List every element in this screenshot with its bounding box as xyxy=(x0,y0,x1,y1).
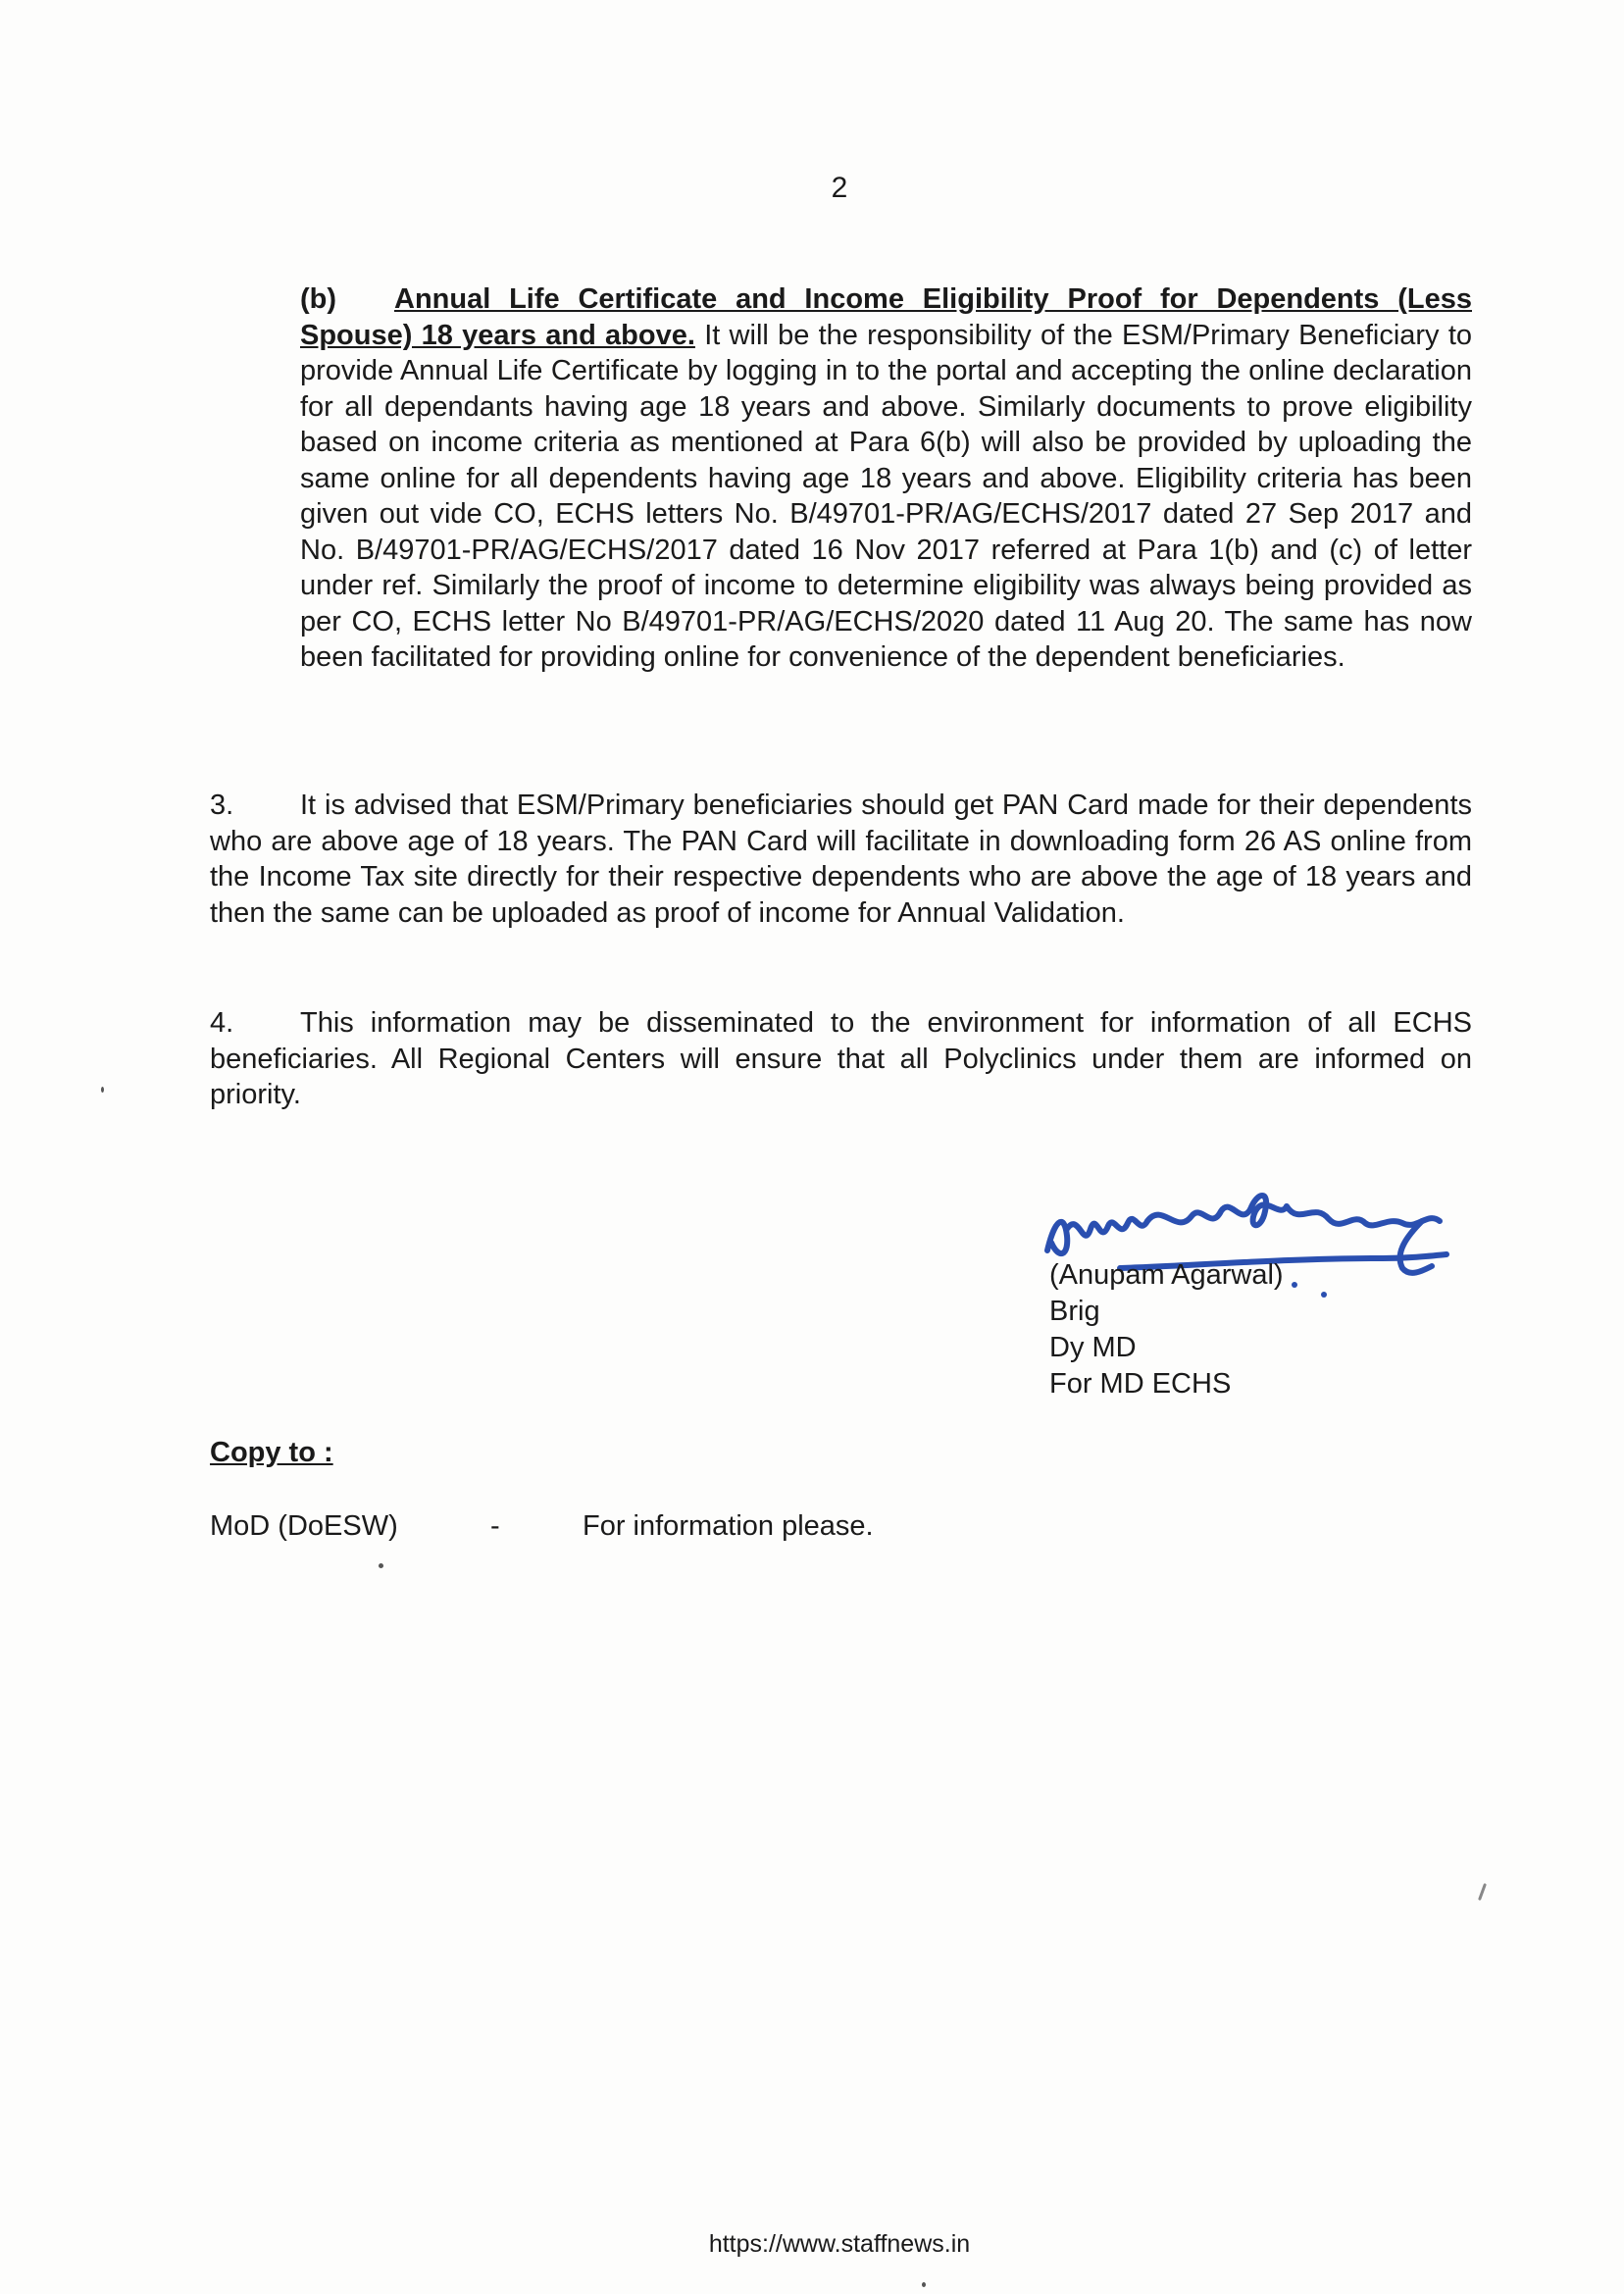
signatory-appointment: Dy MD xyxy=(1049,1332,1137,1363)
paragraph-3-number: 3. xyxy=(210,790,234,821)
paragraph-3 xyxy=(210,788,1472,931)
copy-to-heading: Copy to : xyxy=(210,1437,333,1468)
footer-url: https://www.staffnews.in xyxy=(708,2230,971,2258)
scan-speck xyxy=(379,1563,383,1568)
copy-separator: - xyxy=(490,1510,500,1542)
paragraph-3-text: It is advised that ESM/Primary beneficiaries should get PAN Card made for their dependents who are above age of 18 years. The PAN Card will facilitate in downloading form 26 AS online from the Income Tax site directly for their respective dependents who are above the age of 18 years and then the same can be uploaded as proof of income for Annual Validation. xyxy=(210,790,1472,929)
scan-speck xyxy=(922,2282,926,2287)
paragraph-b-body: It will be the responsibility of the ESM/Primary Beneficiary to provide Annual Life Certificate by logging in to the portal and accepting the online declaration for all dependants having age 18 years and above. Similarly documents to prove eligibility based on income criteria as mentioned at Para 6(b) will also be provided by uploading the same online for all dependents having age 18 years and above. Eligibility criteria has been given out vide CO, ECHS letters No. B/49701-PR/AG/ECHS/2017 dated 27 Sep 2017 and No. B/49701-PR/AG/ECHS/2017 dated 16 Nov 2017 referred at Para 1(b) and (c) of letter under ref. Similarly the proof of income to determine eligibility was always being provided as per CO, ECHS letter No B/49701-PR/AG/ECHS/2020 dated 11 Aug 20. The same has now been facilitated for providing online for convenience of the dependent beneficiaries. xyxy=(300,319,1473,673)
paragraph-4-number: 4. xyxy=(210,1007,234,1039)
scan-speck xyxy=(101,1087,104,1093)
scan-speck xyxy=(1478,1883,1487,1901)
signatory-name: (Anupam Agarwal) xyxy=(1049,1259,1284,1291)
page-number: 2 xyxy=(831,172,848,204)
copy-to-row xyxy=(210,1508,1092,1548)
paragraph-b xyxy=(300,281,1472,676)
paragraph-b-heading: Annual Life Certificate and Income Eligibility Proof for Dependents (Less Spouse) 18 years and above. xyxy=(300,283,1472,351)
signatory-rank: Brig xyxy=(1049,1296,1100,1327)
paragraph-4 xyxy=(210,1005,1472,1113)
copy-recipient: MoD (DoESW) xyxy=(210,1510,398,1542)
signature-block xyxy=(1049,1257,1481,1402)
signatory-on-behalf: For MD ECHS xyxy=(1049,1368,1232,1400)
paragraph-b-label: (b) xyxy=(300,283,337,315)
copy-purpose: For information please. xyxy=(583,1510,874,1542)
paragraph-4-text: This information may be disseminated to the environment for information of all ECHS beneficiaries. All Regional Centers will ensure that all Polyclinics under them are informed on priority. xyxy=(210,1007,1472,1110)
